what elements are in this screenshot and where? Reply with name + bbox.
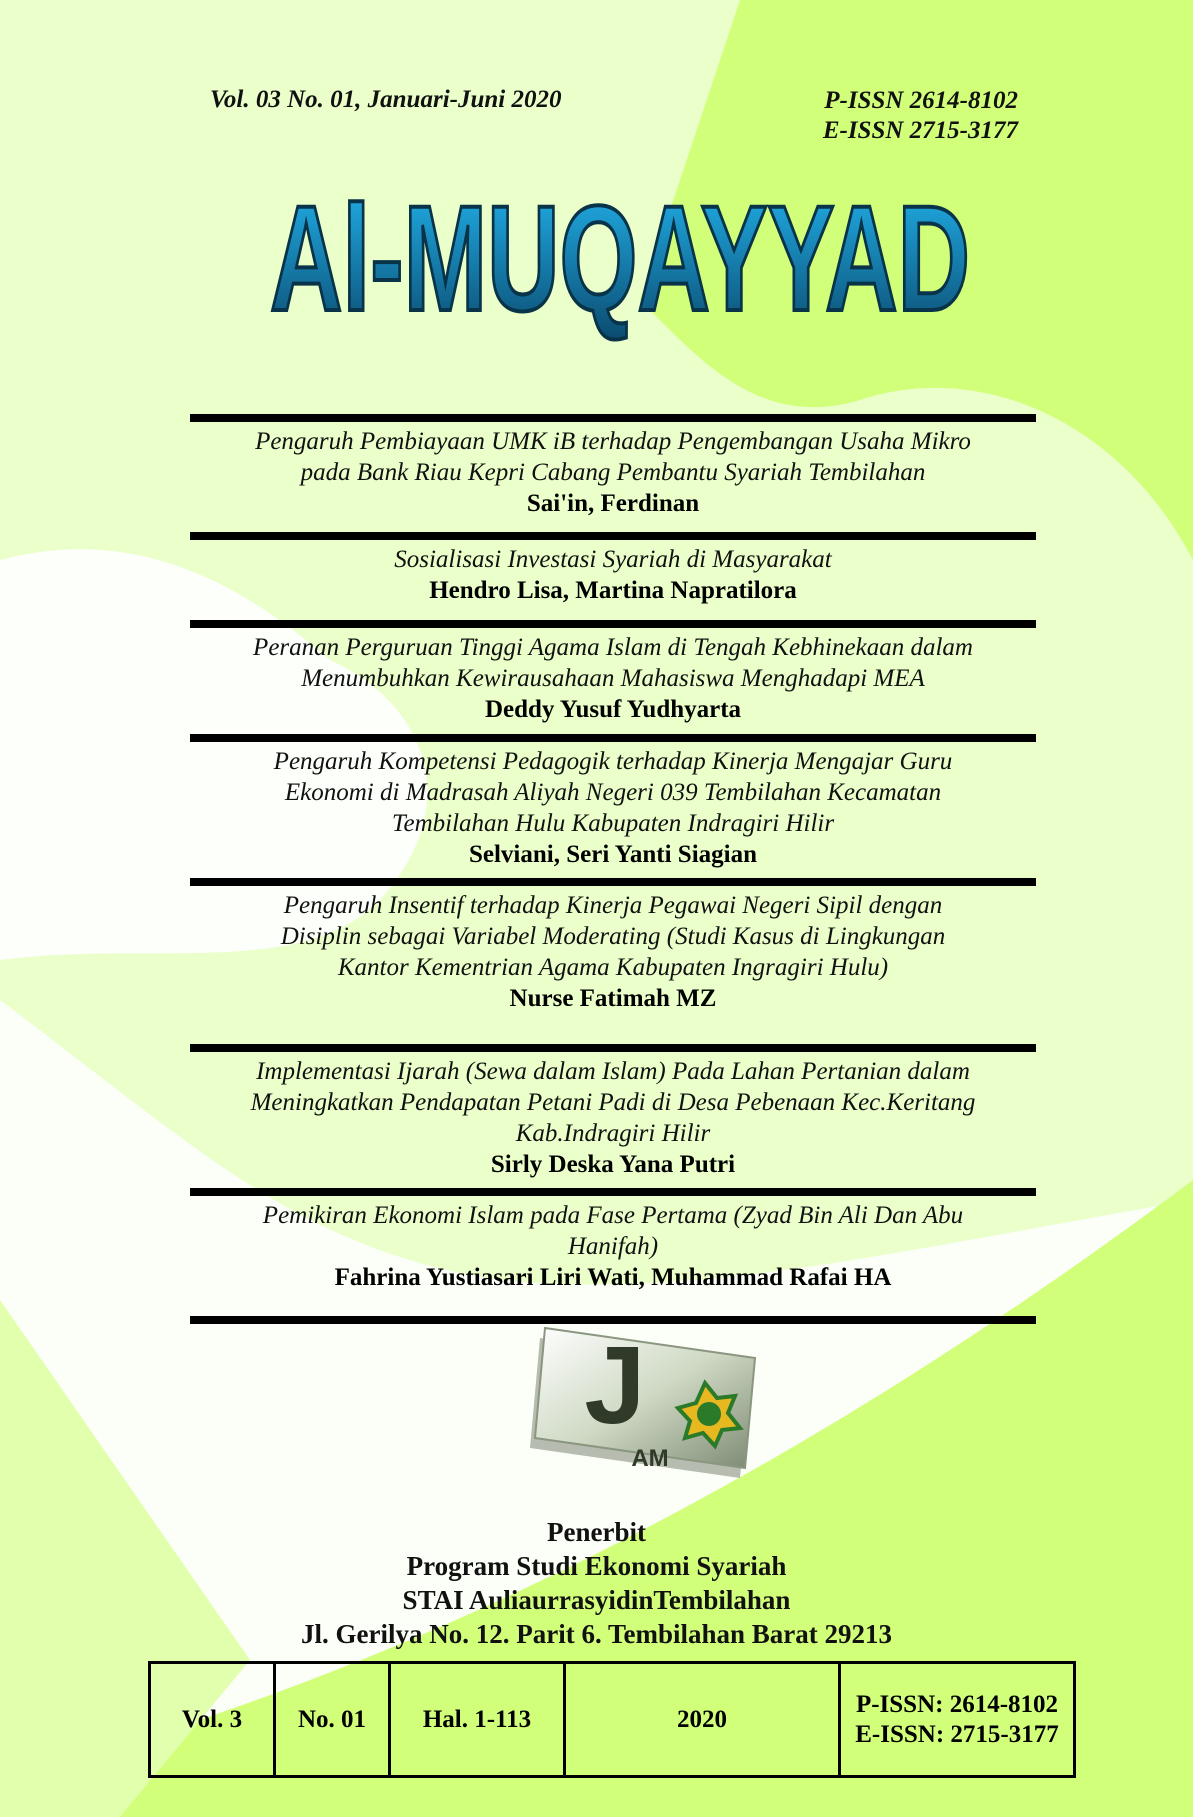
article-authors: Selviani, Seri Yanti Siagian (468, 841, 757, 868)
footer-number: No. 01 (275, 1663, 390, 1777)
article-title: Implementasi Ijarah (Sewa dalam Islam) Pada Lahan Pertanian dalam Meningkatkan Pendapatan Petani Padi di Desa Pebenaan Kec.Keritang Kab.Indragiri Hilir (250, 1058, 976, 1147)
article-authors: Fahrina Yustiasari Liri Wati, Muhammad Rafai HA (334, 1264, 892, 1291)
article-title: Pengaruh Insentif terhadap Kinerja Pegawai Negeri Sipil dengan Disiplin sebagai Variabel Moderating (Studi Kasus di Lingkungan Kantor Kementrian Agama Kabupaten Ingragiri Hulu) (280, 892, 946, 981)
divider (190, 878, 1036, 886)
footer-year: 2020 (565, 1663, 840, 1777)
articles-list (190, 414, 1036, 1324)
journal-title: Al-MUQAYYAD (270, 174, 970, 342)
publisher-institution: STAI AuliaurrasyidinTembilahan (402, 1585, 791, 1615)
divider (190, 414, 1036, 422)
divider (190, 1188, 1036, 1196)
article-title: Sosialisasi Investasi Syariah di Masyarakat (394, 546, 832, 573)
article-item (190, 422, 1036, 532)
footer-pages: Hal. 1-113 (390, 1663, 565, 1777)
divider (190, 532, 1036, 540)
publisher-program: Program Studi Ekonomi Syariah (406, 1551, 787, 1581)
emblem-subtext: AM (631, 1445, 669, 1472)
p-issn: P-ISSN 2614-8102 (824, 87, 1018, 114)
issue-info: Vol. 03 No. 01, Januari-Juni 2020 (210, 86, 562, 113)
footer-volume: Vol. 3 (150, 1663, 275, 1777)
divider (190, 620, 1036, 628)
divider (190, 1044, 1036, 1052)
article-item (190, 540, 1036, 620)
article-item (190, 886, 1036, 1044)
article-authors: Deddy Yusuf Yudhyarta (484, 696, 742, 723)
article-title: Peranan Perguruan Tinggi Agama Islam di Tengah Kebhinekaan dalam Menumbuhkan Kewirausahaan Mahasiswa Menghadapi MEA (253, 634, 973, 692)
article-title: Pengaruh Kompetensi Pedagogik terhadap Kinerja Mengajar Guru Ekonomi di Madrasah Aliyah Negeri 039 Tembilahan Kecamatan Tembilahan Hulu Kabupaten Indragiri Hilir (273, 748, 953, 837)
article-authors: Hendro Lisa, Martina Napratilora (429, 577, 797, 604)
e-issn: E-ISSN 2715-3177 (822, 117, 1018, 144)
article-title: Pemikiran Ekonomi Islam pada Fase Pertama (Zyad Bin Ali Dan Abu Hanifah) (262, 1202, 964, 1260)
article-item (190, 628, 1036, 734)
journal-emblem (520, 1318, 770, 1488)
footer-issn (840, 1663, 1075, 1777)
article-item (190, 742, 1036, 878)
divider (190, 734, 1036, 742)
footer-e-issn: E-ISSN: 2715-3177 (855, 1720, 1059, 1748)
publisher-address: Jl. Gerilya No. 12. Parit 6. Tembilahan Barat 29213 (301, 1619, 892, 1649)
footer-info-table (148, 1661, 1076, 1778)
publisher-block (0, 1515, 1193, 1651)
article-authors: Sai'in, Ferdinan (526, 490, 700, 517)
publisher-label: Penerbit (547, 1517, 646, 1547)
article-authors: Sirly Deska Yana Putri (490, 1151, 736, 1178)
journal-title-logo (255, 150, 985, 350)
article-authors: Nurse Fatimah MZ (509, 985, 717, 1012)
issn-block (823, 86, 1018, 146)
emblem-letter: J (584, 1324, 646, 1447)
article-title: Pengaruh Pembiayaan UMK iB terhadap Pengembangan Usaha Mikro pada Bank Riau Kepri Cabang Pembantu Syariah Tembilahan (255, 428, 971, 486)
article-item (190, 1052, 1036, 1188)
footer-p-issn: P-ISSN: 2614-8102 (855, 1690, 1059, 1718)
article-item (190, 1196, 1036, 1316)
